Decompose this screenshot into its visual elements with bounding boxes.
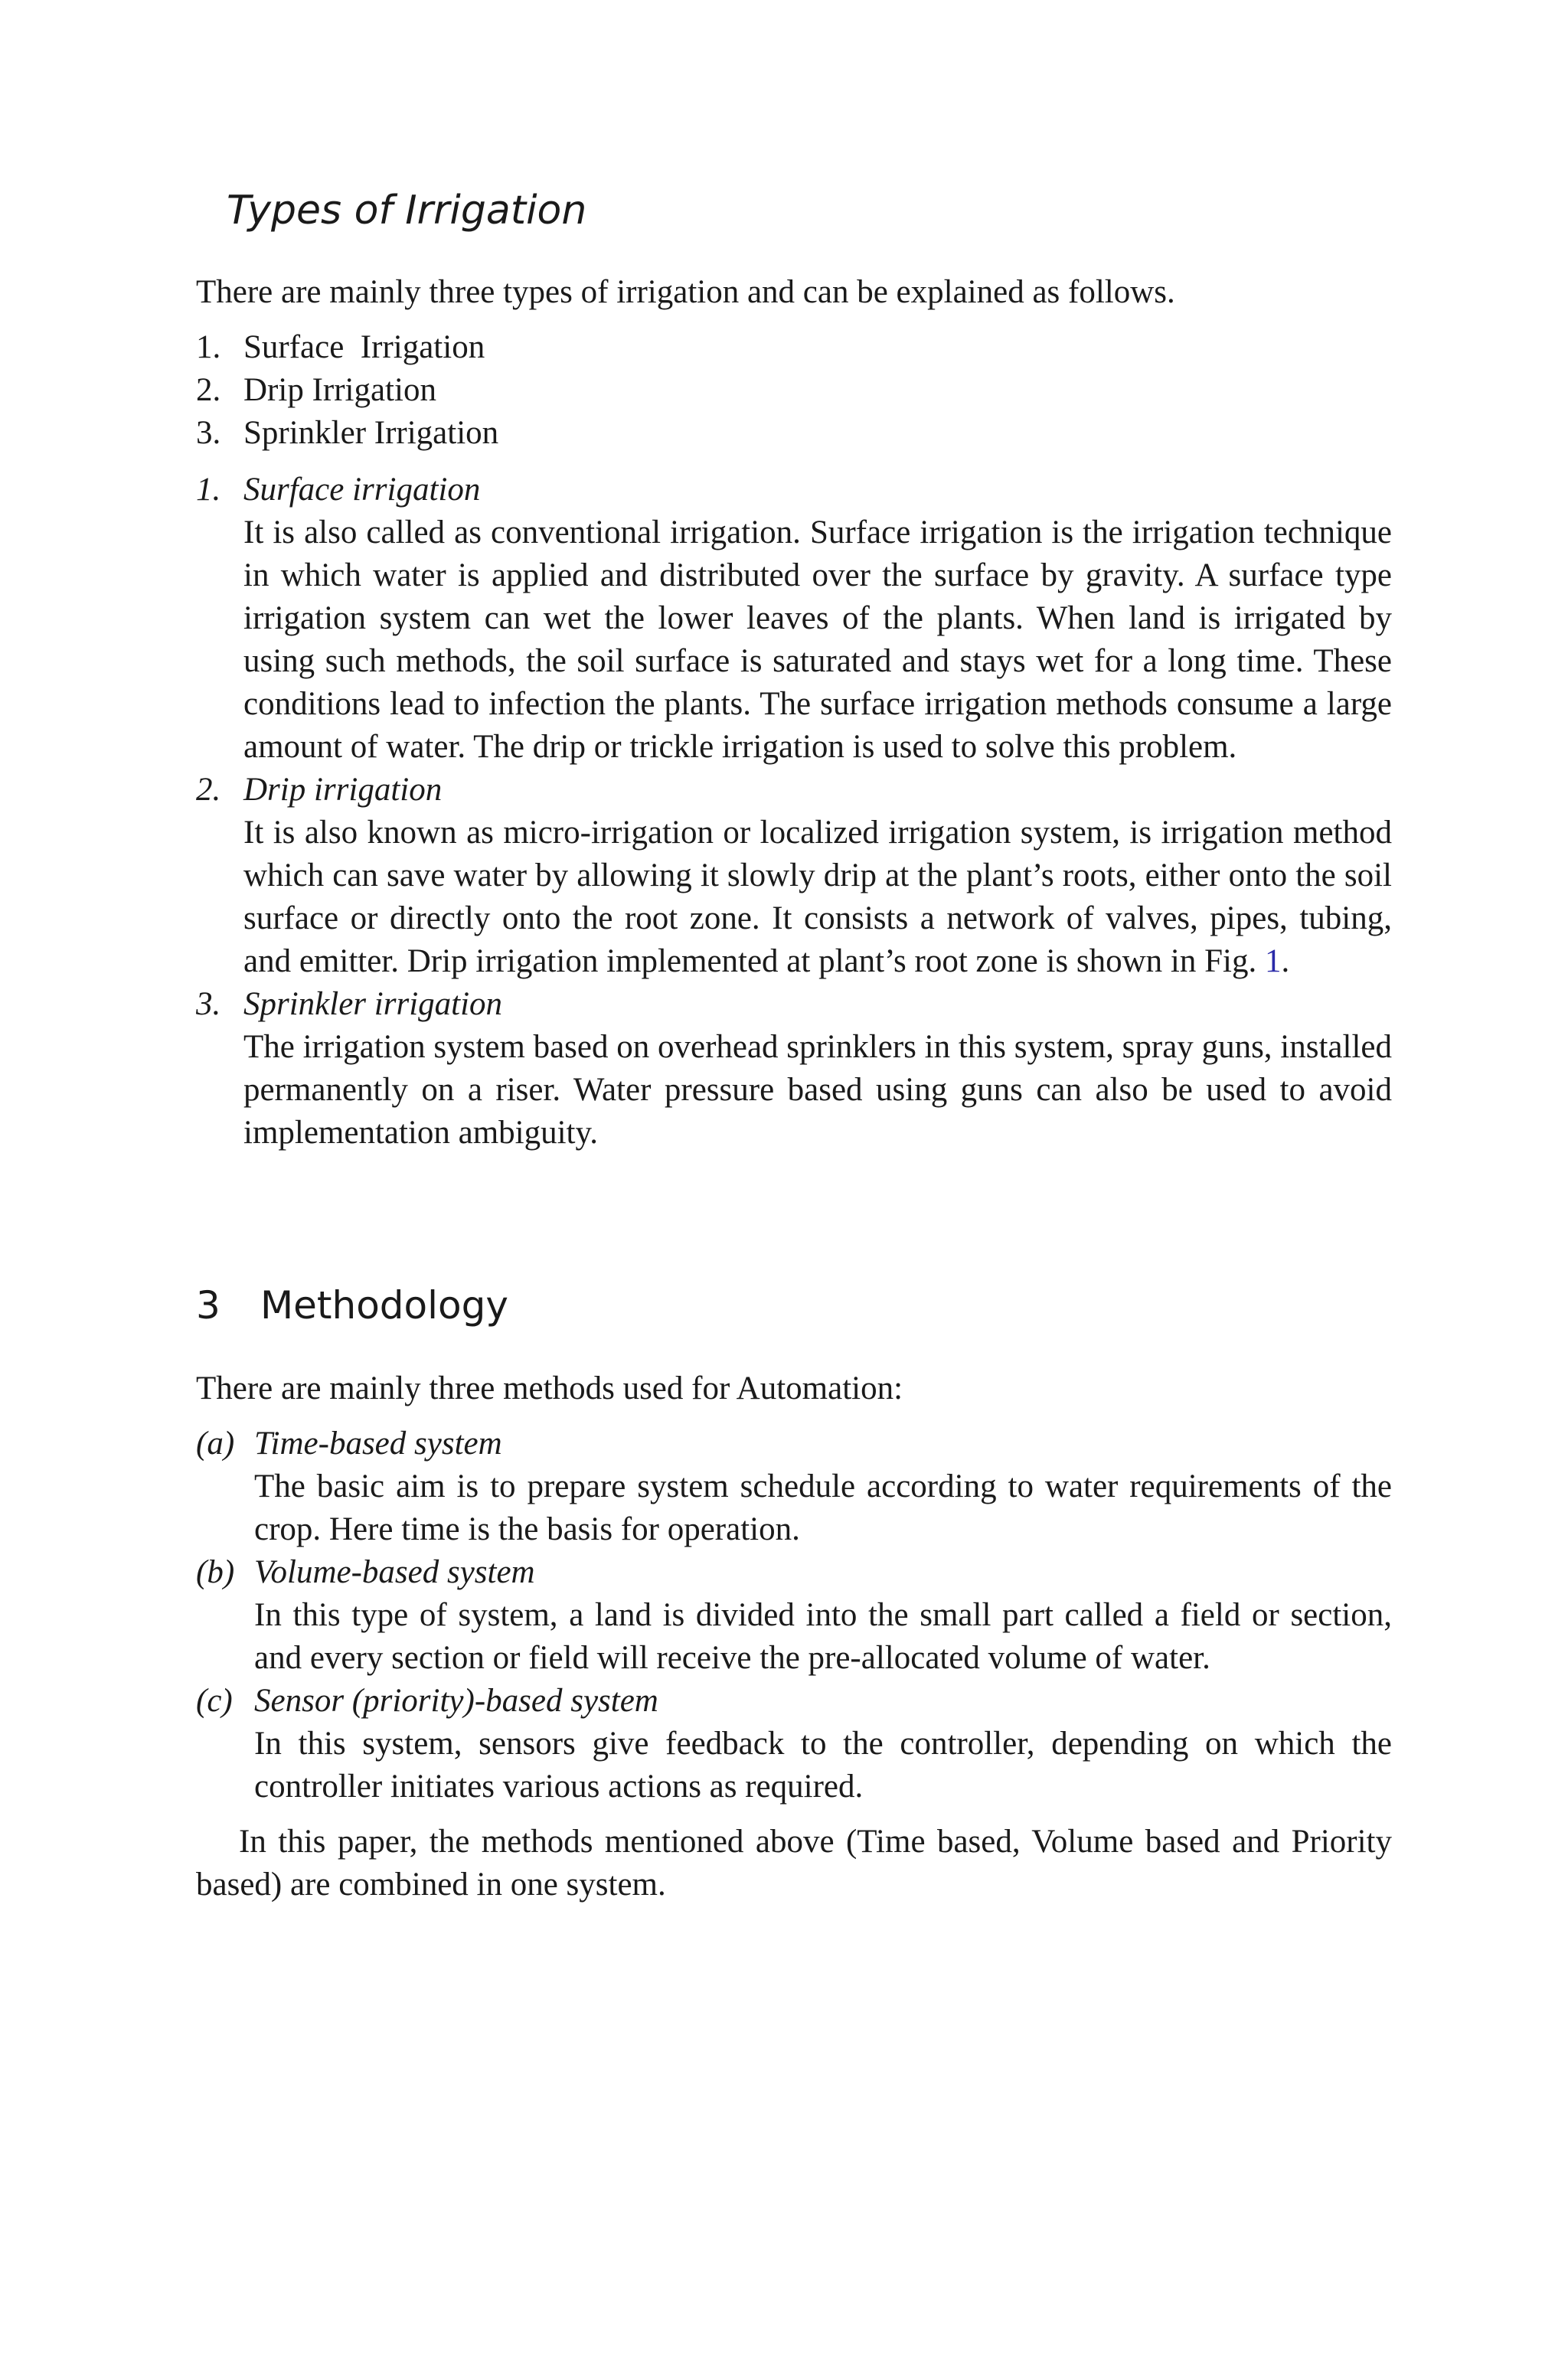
- detail-title: Drip irrigation: [243, 772, 443, 808]
- method-text: The basic aim is to prepare system schedule according to water requirements of the crop. Here time is the basis for operation.: [254, 1468, 1392, 1547]
- method-text: In this type of system, a land is divided into the small part called a field or section, and every section or field will receive the pre-allocated volume of water.: [254, 1597, 1392, 1676]
- detail-number: 3.: [196, 986, 221, 1022]
- method-marker: (a): [196, 1426, 235, 1462]
- detail-text: It is also called as conventional irrigation. Surface irrigation is the irrigation technique in which water is applied and distributed over the surface by gravity. A surface type irrigation system can wet the lower leaves of the plants. When land is irrigated by using such methods, the soil surface is saturated and stays wet for a long time. These conditions lead to infection the plants. The surface irrigation methods consume a large amount of water. The drip or trickle irrigation is used to solve this problem.: [243, 514, 1392, 765]
- list-number: 1.: [196, 329, 221, 365]
- type-detail-surface: [196, 469, 1392, 769]
- method-item-time: [196, 1423, 1392, 1551]
- detail-text-body: It is also known as micro-irrigation or localized irrigation system, is irrigation method which can save water by allowing it slowly drip at the plant’s roots, either onto the soil surface or directly onto the root zone. It consists a network of valves, pipes, tubing, and emitter. Drip irrigation implemented at plant’s root zone is shown in Fig.: [243, 815, 1392, 979]
- method-marker: (c): [196, 1683, 233, 1719]
- detail-title: Surface irrigation: [243, 472, 481, 508]
- types-intro: There are mainly three types of irrigation and can be explained as follows.: [196, 274, 1175, 310]
- figure-link[interactable]: 1: [1264, 943, 1282, 979]
- methods-intro: There are mainly three methods used for Automation:: [196, 1370, 903, 1406]
- types-list-item: [196, 369, 1392, 412]
- types-list-item: [196, 326, 1392, 369]
- detail-text: The irrigation system based on overhead sprinklers in this system, spray guns, installed permanently on a riser. Water pressure based using guns can also be used to avoid implementation ambiguity.: [243, 1029, 1392, 1151]
- detail-number: 2.: [196, 772, 221, 808]
- type-details: [196, 469, 1392, 1155]
- page-body: [196, 184, 1392, 1939]
- method-title: Volume-based system: [254, 1554, 535, 1590]
- detail-title: Sprinkler irrigation: [243, 986, 503, 1022]
- subsection-title: Types of Irrigation: [227, 188, 587, 234]
- type-detail-drip: [196, 769, 1392, 983]
- list-label: Sprinkler Irrigation: [243, 415, 499, 451]
- method-marker: (b): [196, 1554, 235, 1590]
- list-number: 2.: [196, 372, 221, 408]
- detail-number: 1.: [196, 472, 221, 508]
- section-title: Methodology: [260, 1283, 508, 1328]
- method-text: In this system, sensors give feedback to the controller, depending on which the controller initiates various actions as required.: [254, 1726, 1392, 1805]
- list-number: 3.: [196, 415, 221, 451]
- method-title: Sensor (priority)-based system: [254, 1683, 658, 1719]
- list-label: Drip Irrigation: [243, 372, 436, 408]
- section-number: 3: [196, 1283, 220, 1328]
- list-label: Surface Irrigation: [243, 329, 485, 365]
- closing-paragraph: In this paper, the methods mentioned above (Time based, Volume based and Priority based) are combined in one system.: [196, 1824, 1392, 1903]
- types-list: [196, 326, 1392, 455]
- detail-text-end: .: [1281, 943, 1290, 979]
- section-heading: [196, 1279, 1392, 1332]
- type-detail-sprinkler: [196, 983, 1392, 1155]
- method-title: Time-based system: [254, 1426, 502, 1462]
- detail-text: [243, 812, 1392, 983]
- method-item-sensor: [196, 1680, 1392, 1808]
- types-list-item: [196, 412, 1392, 455]
- methods-list: [196, 1423, 1392, 1808]
- method-item-volume: [196, 1551, 1392, 1680]
